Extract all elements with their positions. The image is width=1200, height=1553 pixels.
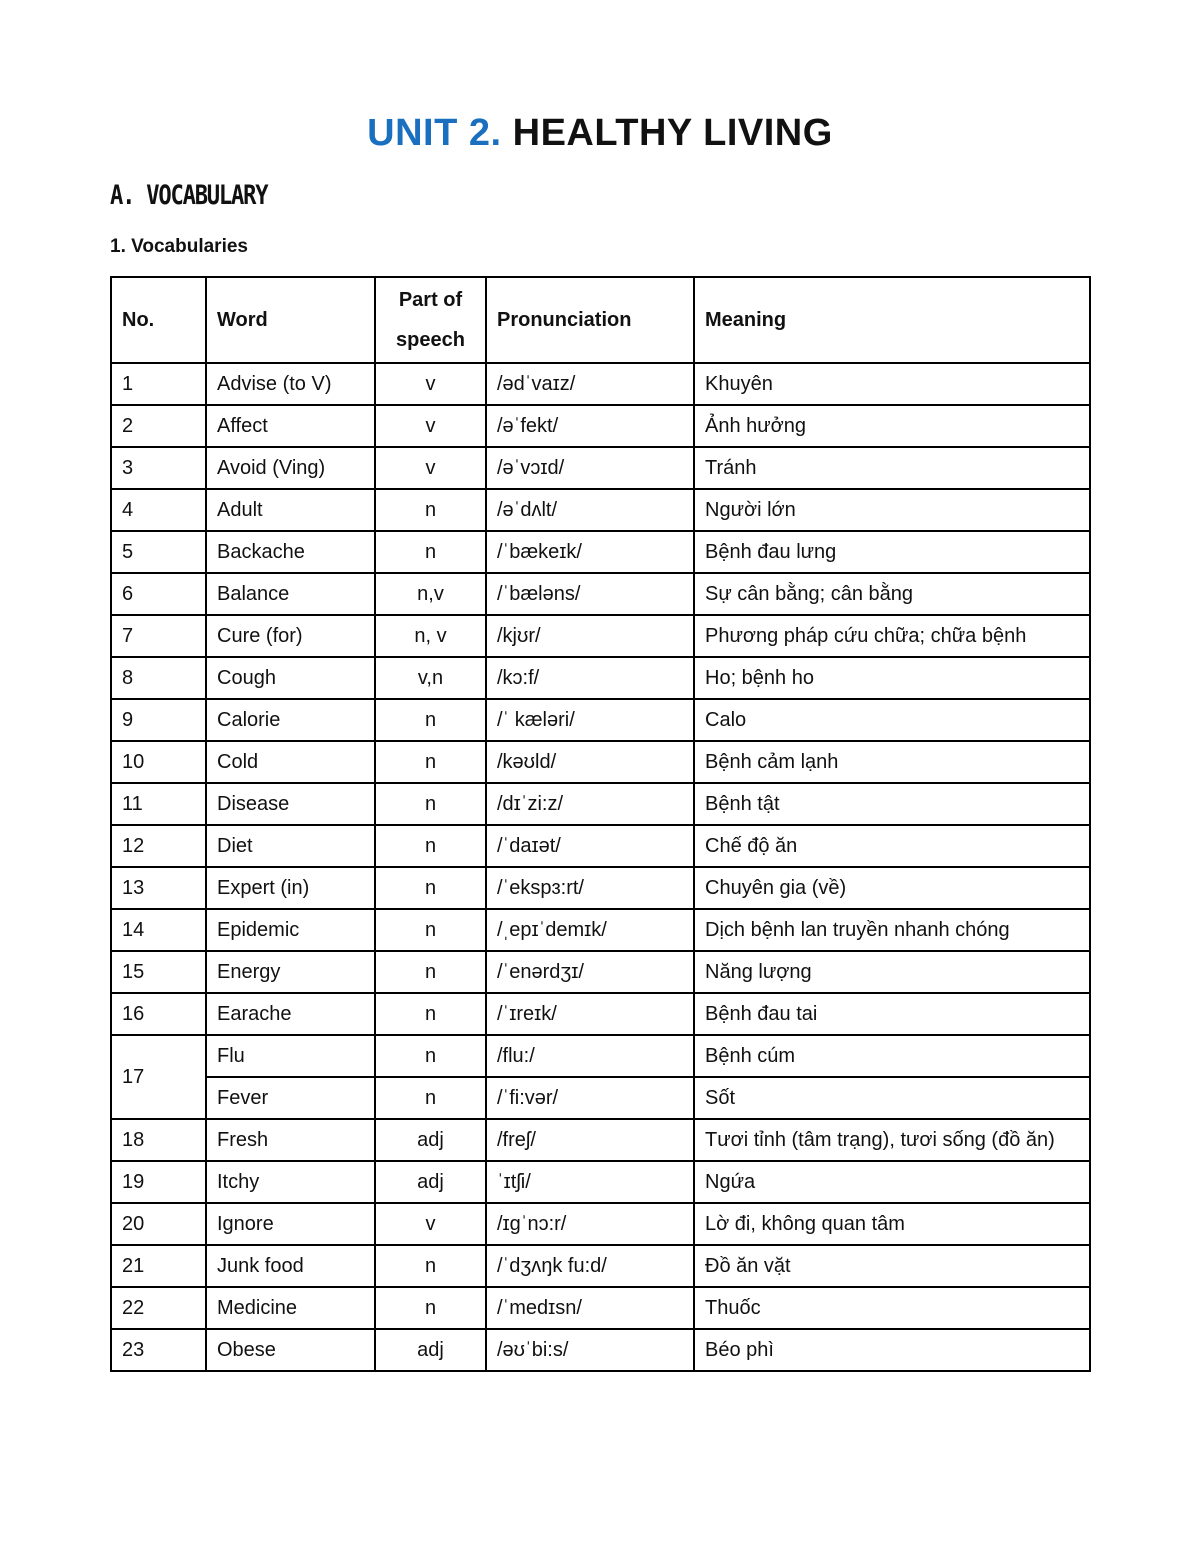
cell-meaning: Tránh (694, 447, 1090, 489)
cell-word: Earache (206, 993, 375, 1035)
cell-meaning: Calo (694, 699, 1090, 741)
cell-word: Energy (206, 951, 375, 993)
table-row (111, 573, 1090, 615)
cell-pronunciation: /ɪɡˈnɔ:r/ (486, 1203, 694, 1245)
table-row (111, 363, 1090, 405)
cell-meaning: Tươi tỉnh (tâm trạng), tươi sống (đồ ăn) (694, 1119, 1090, 1161)
cell-part-of-speech: n (375, 783, 486, 825)
cell-word: Cold (206, 741, 375, 783)
cell-meaning: Bệnh cảm lạnh (694, 741, 1090, 783)
header-word: Word (206, 277, 375, 363)
header-pronunciation: Pronunciation (486, 277, 694, 363)
cell-word: Obese (206, 1329, 375, 1371)
cell-pronunciation: /ˈɪreɪk/ (486, 993, 694, 1035)
cell-pronunciation: ˈɪtʃi/ (486, 1161, 694, 1203)
cell-no: 8 (111, 657, 206, 699)
cell-meaning: Lờ đi, không quan tâm (694, 1203, 1090, 1245)
cell-pronunciation: /ˈdʒʌŋk fu:d/ (486, 1245, 694, 1287)
table-row (111, 531, 1090, 573)
header-pos-line2: speech (396, 329, 465, 351)
cell-word: Adult (206, 489, 375, 531)
cell-pronunciation: /əˈvɔɪd/ (486, 447, 694, 489)
cell-pronunciation: /dɪˈzi:z/ (486, 783, 694, 825)
cell-word: Backache (206, 531, 375, 573)
cell-pronunciation: /əʊˈbi:s/ (486, 1329, 694, 1371)
table-row (111, 909, 1090, 951)
cell-word: Itchy (206, 1161, 375, 1203)
cell-word: Cough (206, 657, 375, 699)
cell-no: 7 (111, 615, 206, 657)
cell-pronunciation: /əˈdʌlt/ (486, 489, 694, 531)
table-row (111, 1119, 1090, 1161)
cell-pronunciation: /freʃ/ (486, 1119, 694, 1161)
cell-word: Advise (to V) (206, 363, 375, 405)
table-row (111, 657, 1090, 699)
cell-no: 4 (111, 489, 206, 531)
cell-part-of-speech: n (375, 951, 486, 993)
page-title (0, 112, 1200, 155)
cell-meaning: Bệnh cúm (694, 1035, 1090, 1077)
table-row (111, 867, 1090, 909)
cell-pronunciation: /kjʊr/ (486, 615, 694, 657)
cell-part-of-speech: v (375, 1203, 486, 1245)
cell-word: Epidemic (206, 909, 375, 951)
cell-no: 23 (111, 1329, 206, 1371)
cell-word: Balance (206, 573, 375, 615)
table-row (111, 1077, 1090, 1119)
cell-no: 15 (111, 951, 206, 993)
cell-word: Expert (in) (206, 867, 375, 909)
cell-word: Flu (206, 1035, 375, 1077)
cell-part-of-speech: n (375, 741, 486, 783)
cell-part-of-speech: n (375, 1035, 486, 1077)
table-row (111, 825, 1090, 867)
cell-no: 21 (111, 1245, 206, 1287)
cell-meaning: Ngứa (694, 1161, 1090, 1203)
cell-meaning: Ảnh hưởng (694, 405, 1090, 447)
cell-part-of-speech: n (375, 867, 486, 909)
header-no: No. (111, 277, 206, 363)
table-row (111, 1287, 1090, 1329)
cell-no: 5 (111, 531, 206, 573)
cell-part-of-speech: v (375, 405, 486, 447)
cell-pronunciation: /ˈmedɪsn/ (486, 1287, 694, 1329)
cell-word: Avoid (Ving) (206, 447, 375, 489)
cell-no: 3 (111, 447, 206, 489)
cell-part-of-speech: adj (375, 1161, 486, 1203)
cell-meaning: Sốt (694, 1077, 1090, 1119)
cell-pronunciation: /əˈfekt/ (486, 405, 694, 447)
cell-meaning: Năng lượng (694, 951, 1090, 993)
cell-word: Fresh (206, 1119, 375, 1161)
cell-no: 9 (111, 699, 206, 741)
header-meaning: Meaning (694, 277, 1090, 363)
cell-no: 18 (111, 1119, 206, 1161)
cell-no: 2 (111, 405, 206, 447)
cell-pronunciation: /flu:/ (486, 1035, 694, 1077)
table-row (111, 1203, 1090, 1245)
table-row (111, 1035, 1090, 1077)
cell-pronunciation: /ˈbækeɪk/ (486, 531, 694, 573)
cell-word: Affect (206, 405, 375, 447)
cell-no: 17 (111, 1035, 206, 1119)
cell-word: Medicine (206, 1287, 375, 1329)
cell-part-of-speech: n (375, 489, 486, 531)
cell-pronunciation: /kəʊld/ (486, 741, 694, 783)
cell-no: 13 (111, 867, 206, 909)
cell-meaning: Người lớn (694, 489, 1090, 531)
cell-no: 16 (111, 993, 206, 1035)
cell-meaning: Bệnh tật (694, 783, 1090, 825)
cell-word: Ignore (206, 1203, 375, 1245)
cell-meaning: Đồ ăn vặt (694, 1245, 1090, 1287)
cell-no: 22 (111, 1287, 206, 1329)
cell-part-of-speech: n (375, 825, 486, 867)
cell-meaning: Dịch bệnh lan truyền nhanh chóng (694, 909, 1090, 951)
vocabulary-table (110, 276, 1091, 1372)
cell-word: Disease (206, 783, 375, 825)
cell-pronunciation: /kɔ:f/ (486, 657, 694, 699)
cell-part-of-speech: n (375, 1287, 486, 1329)
cell-pronunciation: /ˈ kæləri/ (486, 699, 694, 741)
cell-meaning: Thuốc (694, 1287, 1090, 1329)
cell-part-of-speech: n (375, 699, 486, 741)
cell-part-of-speech: n (375, 993, 486, 1035)
cell-pronunciation: /ˈdaɪət/ (486, 825, 694, 867)
table-row (111, 615, 1090, 657)
cell-part-of-speech: n (375, 1077, 486, 1119)
unit-number: UNIT 2. (367, 112, 502, 154)
cell-no: 10 (111, 741, 206, 783)
table-row (111, 993, 1090, 1035)
table-row (111, 951, 1090, 993)
cell-meaning: Khuyên (694, 363, 1090, 405)
cell-part-of-speech: n (375, 531, 486, 573)
cell-part-of-speech: v,n (375, 657, 486, 699)
cell-meaning: Chế độ ăn (694, 825, 1090, 867)
cell-word: Junk food (206, 1245, 375, 1287)
table-row (111, 741, 1090, 783)
cell-part-of-speech: adj (375, 1119, 486, 1161)
cell-word: Calorie (206, 699, 375, 741)
cell-pronunciation: /ˌepɪˈdemɪk/ (486, 909, 694, 951)
cell-no: 19 (111, 1161, 206, 1203)
cell-meaning: Chuyên gia (về) (694, 867, 1090, 909)
cell-no: 11 (111, 783, 206, 825)
cell-no: 14 (111, 909, 206, 951)
cell-pronunciation: /ˈenərdʒɪ/ (486, 951, 694, 993)
cell-no: 12 (111, 825, 206, 867)
table-row (111, 1161, 1090, 1203)
subsection-heading: 1. Vocabularies (110, 236, 248, 257)
cell-no: 1 (111, 363, 206, 405)
cell-pronunciation: /ˈfi:vər/ (486, 1077, 694, 1119)
table-row (111, 405, 1090, 447)
table-row (111, 783, 1090, 825)
cell-word: Cure (for) (206, 615, 375, 657)
cell-pronunciation: /ˈekspɜ:rt/ (486, 867, 694, 909)
table-row (111, 699, 1090, 741)
table-row (111, 1245, 1090, 1287)
cell-meaning: Phương pháp cứu chữa; chữa bệnh (694, 615, 1090, 657)
cell-word: Fever (206, 1077, 375, 1119)
cell-part-of-speech: n (375, 1245, 486, 1287)
cell-part-of-speech: n,v (375, 573, 486, 615)
cell-part-of-speech: v (375, 363, 486, 405)
cell-part-of-speech: n (375, 909, 486, 951)
cell-part-of-speech: v (375, 447, 486, 489)
section-heading: A. VOCABULARY (110, 180, 268, 211)
table-row (111, 489, 1090, 531)
header-pos-line1: Part of (398, 289, 463, 311)
cell-meaning: Bệnh đau tai (694, 993, 1090, 1035)
cell-word: Diet (206, 825, 375, 867)
cell-no: 6 (111, 573, 206, 615)
header-part-of-speech (375, 277, 486, 363)
table-header-row (111, 277, 1090, 363)
cell-no: 20 (111, 1203, 206, 1245)
cell-part-of-speech: adj (375, 1329, 486, 1371)
cell-meaning: Ho; bệnh ho (694, 657, 1090, 699)
cell-pronunciation: /ədˈvaɪz/ (486, 363, 694, 405)
table-row (111, 1329, 1090, 1371)
cell-meaning: Bệnh đau lưng (694, 531, 1090, 573)
table-row (111, 447, 1090, 489)
cell-pronunciation: /ˈbæləns/ (486, 573, 694, 615)
cell-meaning: Sự cân bằng; cân bằng (694, 573, 1090, 615)
cell-part-of-speech: n, v (375, 615, 486, 657)
unit-name: HEALTHY LIVING (512, 112, 833, 154)
cell-meaning: Béo phì (694, 1329, 1090, 1371)
